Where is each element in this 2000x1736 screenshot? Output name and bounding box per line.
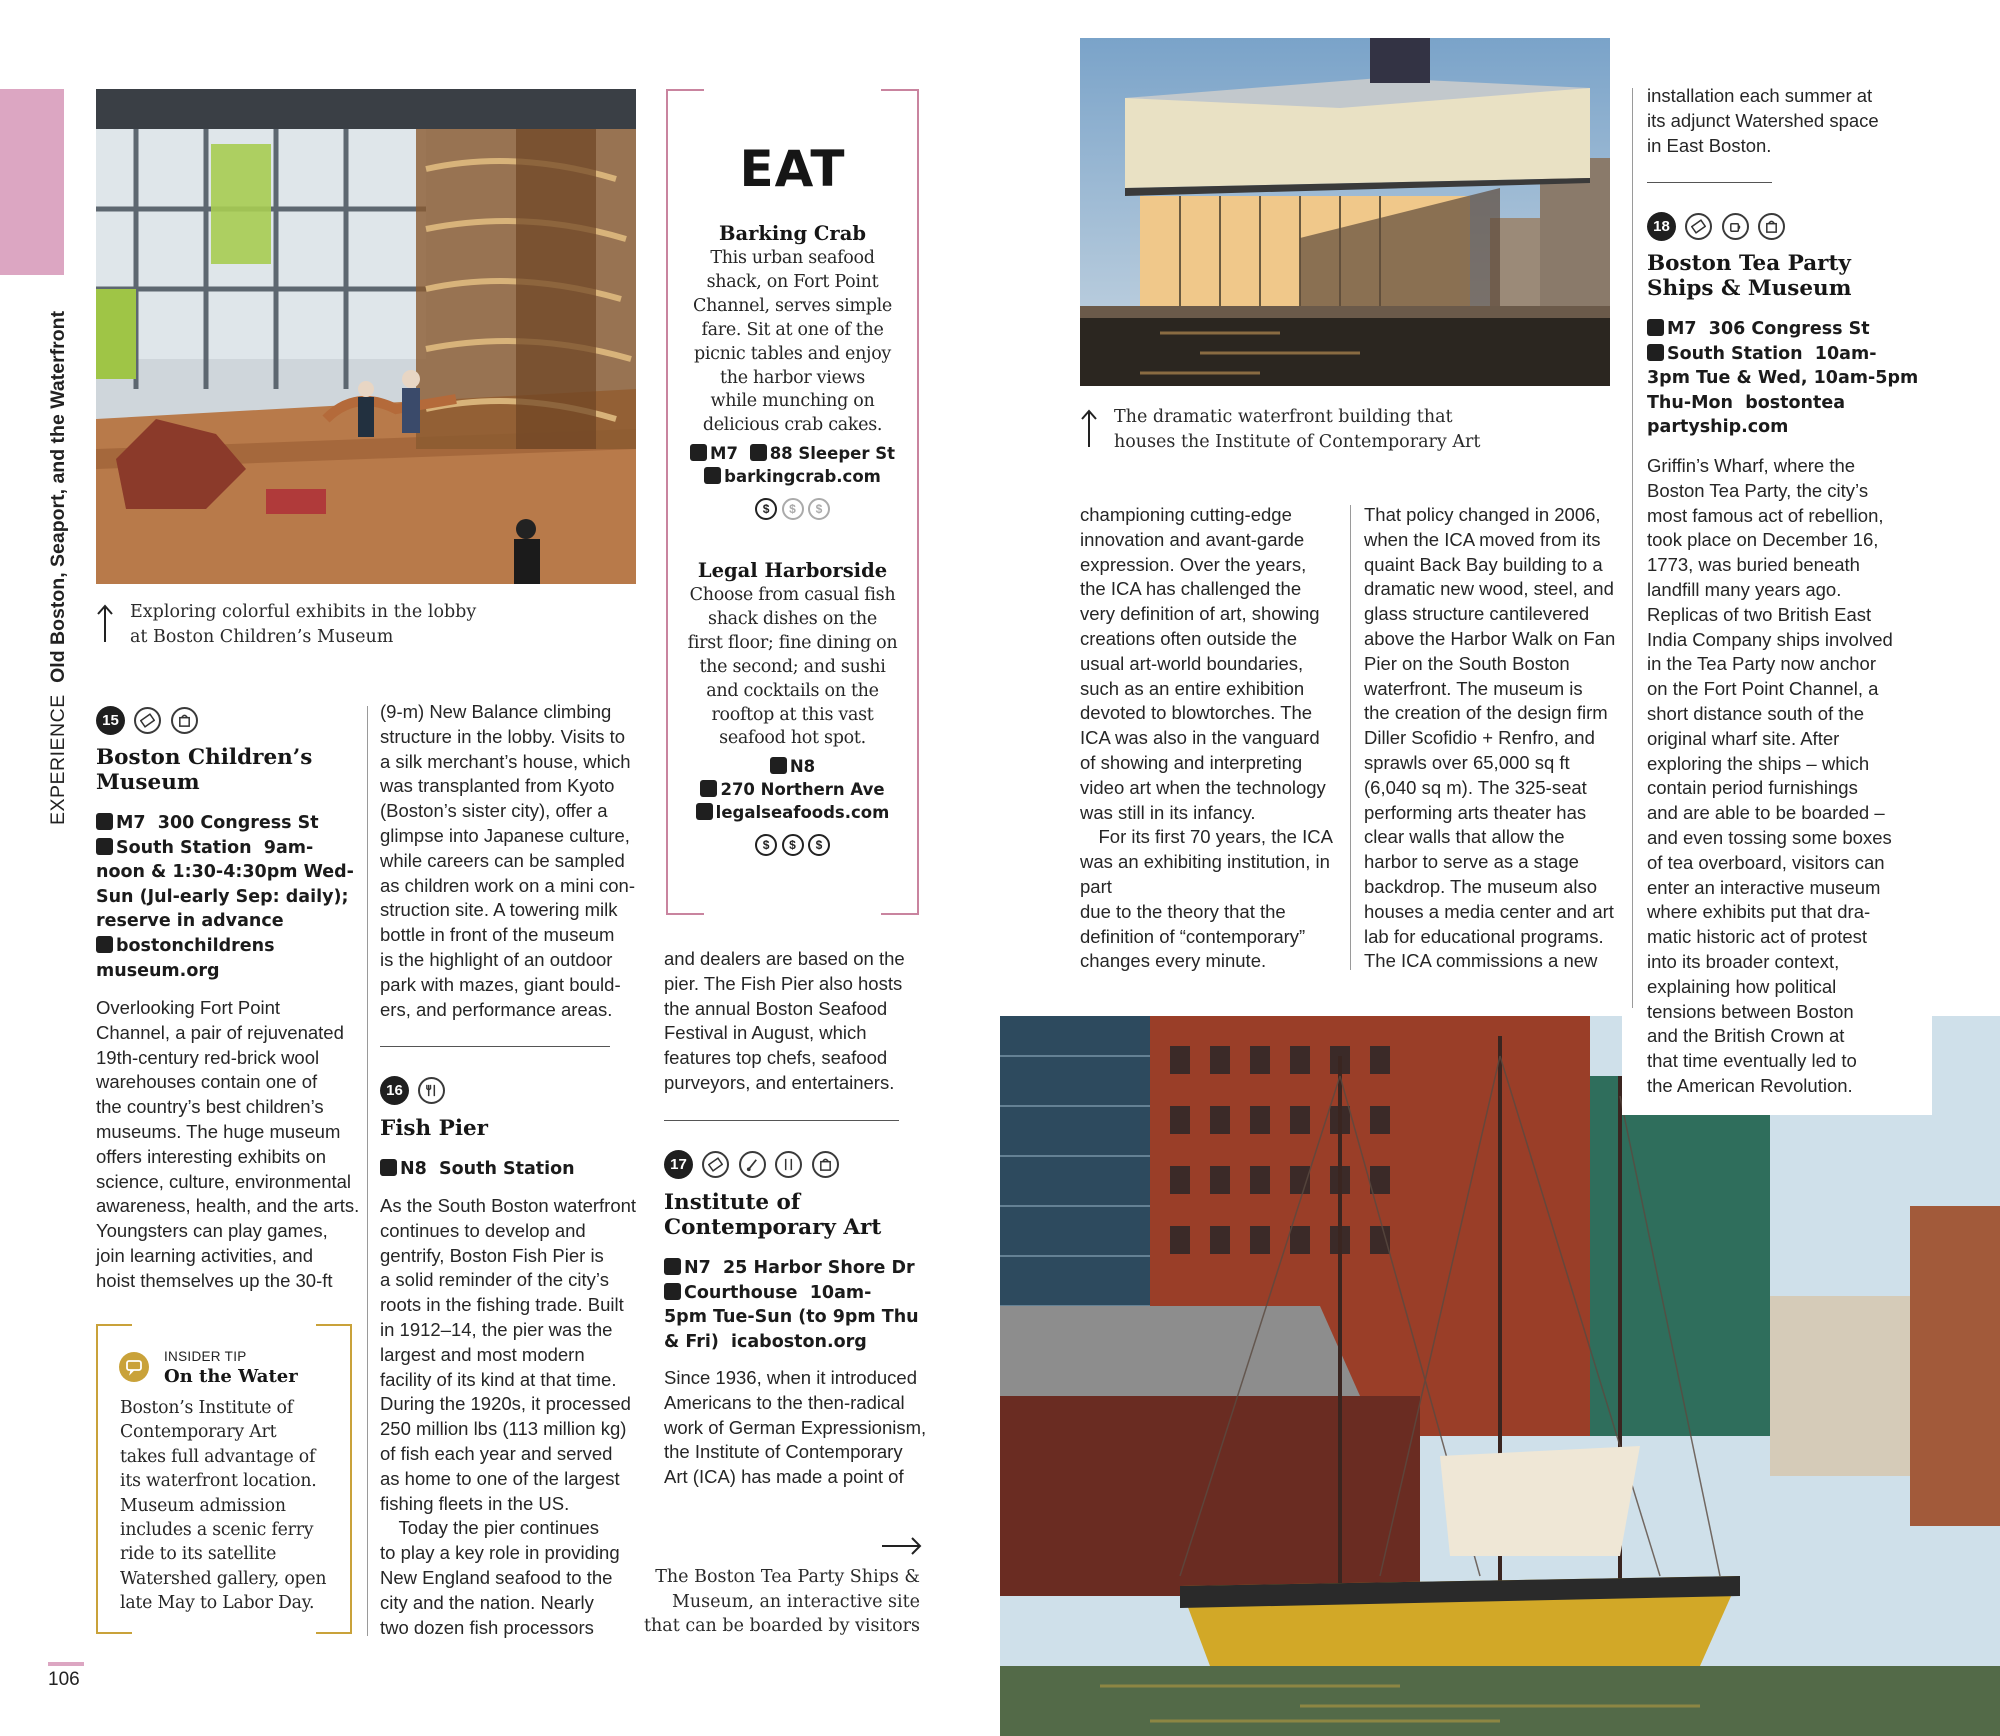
entry-number: 16 <box>380 1076 409 1105</box>
body-line: while careers can be sampled <box>380 849 625 871</box>
body-line: As the South Boston waterfront <box>380 1195 637 1216</box>
body-line: Griffin’s Wharf, where the <box>1647 455 1856 476</box>
entry-16-header <box>380 1076 445 1105</box>
transit-icon <box>96 838 113 855</box>
side-running-head <box>44 265 72 825</box>
body-line: and even tossing some boxes <box>1647 826 1892 848</box>
desc-line: seafood hot spot. <box>719 728 866 749</box>
body-line: devoted to blowtorches. The <box>1080 702 1313 724</box>
body-line: (Boston’s sister city), offer a <box>380 800 608 822</box>
info-line: & Fri) icaboston.org <box>664 1331 867 1352</box>
desc-line: the second; and sushi <box>699 656 886 677</box>
body-line: ers, and performance areas. <box>380 998 613 1020</box>
entry-15-title <box>96 745 312 795</box>
desc-line: Choose from casual fish <box>689 585 896 605</box>
tip-line: Boston’s Institute of <box>120 1398 293 1418</box>
price-dollar-icon: $ <box>782 498 804 520</box>
caption-line: Museum, an interactive site <box>671 1591 920 1612</box>
desc-line: This urban seafood <box>710 248 875 268</box>
entry-18-header <box>1647 212 1785 241</box>
body-line: Today the pier continues <box>380 1517 600 1539</box>
ticket-icon <box>134 707 161 734</box>
body-line: city and the nation. Nearly <box>380 1591 594 1613</box>
body-line: the American Revolution. <box>1647 1074 1853 1096</box>
body-line: lab for educational programs. <box>1364 925 1604 947</box>
tea-party-caption <box>640 1565 920 1639</box>
eat-place-legal-harborside <box>666 558 919 856</box>
transit-icon <box>1647 344 1664 361</box>
body-line: sprawls over 65,000 sq ft <box>1364 751 1570 773</box>
map-pin-icon <box>690 444 707 461</box>
body-line: a silk merchant’s house, which <box>380 750 631 772</box>
info-line: Sun (Jul-early Sep: daily); <box>96 886 349 907</box>
title-line: Museum <box>96 770 200 795</box>
body-line: warehouses contain one of <box>96 1071 318 1093</box>
grid-ref: M7 <box>710 444 738 464</box>
body-line: work of German Expressionism, <box>664 1416 927 1438</box>
info-line <box>96 934 366 959</box>
body-line: facility of its kind at that time. <box>380 1368 617 1390</box>
body-line: usual art-world boundaries, <box>1080 652 1304 674</box>
entry-17-title <box>664 1190 881 1240</box>
insider-tip-title: On the Water <box>164 1366 298 1387</box>
web-link[interactable]: legalseafoods.com <box>715 803 890 823</box>
body-line: features top chefs, seafood <box>664 1047 888 1069</box>
body-line: of fish each year and served <box>380 1442 613 1464</box>
eat-place-info <box>666 755 919 824</box>
entry-18-title <box>1647 251 1851 301</box>
title-line: Institute of <box>664 1190 801 1215</box>
body-line: exploring the ships – which <box>1647 752 1870 774</box>
tea-party-ship-photo <box>1000 1016 2000 1736</box>
entry-number: 18 <box>1647 212 1676 241</box>
info-text: Courthouse 10am- <box>684 1282 872 1303</box>
body-line: offers interesting exhibits on <box>96 1145 327 1167</box>
tip-line: ride to its satellite <box>120 1544 277 1565</box>
body-line: of tea overboard, visitors can <box>1647 851 1885 873</box>
body-line: Diller Scofidio + Renfro, and <box>1364 727 1595 749</box>
tip-line: Watershed gallery, open <box>120 1568 327 1589</box>
insider-tip-body <box>120 1396 345 1616</box>
entry-15-header <box>96 706 198 735</box>
body-line: pier. The Fish Pier also hosts <box>664 972 903 994</box>
price-dollar-icon: $ <box>782 834 804 856</box>
info-text: N7 25 Harbor Shore Dr <box>684 1258 915 1278</box>
section-rule <box>664 1120 899 1121</box>
body-line: bottle in front of the museum <box>380 924 615 946</box>
body-line: purveyors, and entertainers. <box>664 1071 895 1093</box>
body-line: (9-m) New Balance climbing <box>380 701 612 722</box>
body-line: was transplanted from Kyoto <box>380 775 615 797</box>
price-dollar-icon: $ <box>808 834 830 856</box>
body-line: into its broader context, <box>1647 950 1840 972</box>
info-line: noon & 1:30-4:30pm Wed- <box>96 862 354 883</box>
shopping-bag-icon <box>171 707 198 734</box>
body-line: Overlooking Fort Point <box>96 997 281 1018</box>
info-line <box>1647 342 1922 367</box>
insider-tip-box <box>96 1324 352 1634</box>
body-line: most famous act of rebellion, <box>1647 504 1884 526</box>
body-line: Since 1936, when it introduced <box>664 1367 918 1388</box>
ica-photo <box>1080 38 1610 386</box>
body-line: changes every minute. <box>1080 950 1267 972</box>
section-rule <box>380 1046 610 1047</box>
home-icon <box>750 444 767 461</box>
entry-15-body <box>96 996 366 1294</box>
body-line: as home to one of the largest <box>380 1467 620 1489</box>
body-line: The ICA commissions a new <box>1364 950 1598 972</box>
map-pin-icon <box>1647 319 1664 336</box>
body-line: clear walls that allow the <box>1364 826 1565 848</box>
title-line: Contemporary Art <box>664 1215 882 1240</box>
entry-15-body-cont <box>380 700 650 1022</box>
body-line: fishing fleets in the US. <box>380 1492 570 1514</box>
body-line: continues to develop and <box>380 1219 586 1241</box>
body-line: due to the theory that the <box>1080 900 1286 922</box>
eat-place-name: Legal Harborside <box>697 559 888 582</box>
body-line: science, culture, environmental <box>96 1170 352 1192</box>
body-line: that time eventually led to <box>1647 1050 1857 1072</box>
info-line: 5pm Tue-Sun (to 9pm Thu <box>664 1307 919 1328</box>
caption-line: Exploring colorful exhibits in the lobby <box>130 602 477 622</box>
body-line: largest and most modern <box>380 1343 585 1365</box>
tip-line: late May to Labor Day. <box>120 1593 315 1614</box>
body-line: the ICA has challenged the <box>1080 578 1302 600</box>
running-head-region: Old Boston, Seaport, and the Waterfront <box>47 310 69 683</box>
web-link[interactable]: museum.org <box>96 960 220 981</box>
body-line: the creation of the design firm <box>1364 702 1608 724</box>
caption-line: The Boston Tea Party Ships & <box>655 1567 920 1587</box>
fork-knife-icon <box>418 1077 445 1104</box>
eat-place-info <box>666 442 919 488</box>
body-line: enter an interactive museum <box>1647 876 1881 898</box>
body-line: as children work on a mini con- <box>380 874 635 896</box>
title-line: Boston Children’s <box>96 745 313 770</box>
ticket-icon <box>1685 213 1712 240</box>
web-icon <box>704 467 721 484</box>
speech-bubble-icon <box>119 1352 149 1382</box>
home-icon <box>700 780 717 797</box>
coffee-cup-icon <box>1722 213 1749 240</box>
desc-line: Channel, serves simple <box>693 295 892 316</box>
entry-15-info <box>96 811 366 983</box>
info-line <box>1647 317 1922 342</box>
body-line: Pier on the South Boston <box>1364 652 1570 674</box>
body-line: roots in the fishing trade. Built <box>380 1294 624 1316</box>
eat-place-desc <box>666 247 919 438</box>
address: 270 Northern Ave <box>720 780 885 800</box>
entry-18-body <box>1647 454 1922 1099</box>
caption-arrow-right-icon <box>880 1535 922 1562</box>
price-dollar-icon: $ <box>755 498 777 520</box>
body-line: New England seafood to the <box>380 1566 613 1588</box>
body-line: very definition of art, showing <box>1080 603 1320 625</box>
info-line <box>96 811 366 836</box>
body-line: quaint Back Bay building to a <box>1364 553 1603 575</box>
body-line: gentrify, Boston Fish Pier is <box>380 1244 604 1266</box>
entry-17-col3 <box>1364 503 1639 974</box>
info-text: M7 300 Congress St <box>116 813 319 833</box>
children-museum-photo <box>96 89 636 584</box>
body-line: Festival in August, which <box>664 1022 867 1044</box>
body-line: of showing and interpreting <box>1080 751 1303 773</box>
body-line: video art when the technology <box>1080 776 1326 798</box>
body-line: definition of “contemporary” <box>1080 925 1306 947</box>
body-line: in the Tea Party now anchor <box>1647 653 1876 675</box>
tip-line: includes a scenic ferry <box>120 1520 314 1541</box>
body-line: where exhibits put that dra- <box>1647 901 1871 923</box>
price-rating <box>666 498 919 520</box>
body-line: was an exhibiting institution, in part <box>1080 851 1330 897</box>
desc-line: rooftop at this vast <box>711 704 874 725</box>
info-line: 3pm Tue & Wed, 10am-5pm <box>1647 368 1919 389</box>
shopping-bag-icon <box>812 1151 839 1178</box>
body-line: During the 1920s, it processed <box>380 1393 631 1415</box>
body-line: is the highlight of an outdoor <box>380 948 613 970</box>
body-line: creations often outside the <box>1080 627 1298 649</box>
column-divider <box>1350 505 1351 970</box>
info-text: South Station 9am- <box>116 837 314 858</box>
entry-16-body <box>380 1194 650 1640</box>
caption-line: houses the Institute of Contemporary Art <box>1114 431 1481 452</box>
body-line: the country’s best children’s <box>96 1096 324 1118</box>
body-line: when the ICA moved from its <box>1364 528 1601 550</box>
transit-icon <box>664 1283 681 1300</box>
body-line: and are able to be boarded – <box>1647 802 1885 824</box>
body-line: Americans to the then-radical <box>664 1391 905 1413</box>
body-line: awareness, health, and the arts. <box>96 1195 360 1217</box>
insider-tip-label: INSIDER TIP <box>164 1349 247 1364</box>
info-line <box>96 836 366 861</box>
desc-line: the harbor views <box>720 367 865 388</box>
column-divider <box>1632 88 1633 1008</box>
entry-17-col2 <box>1080 503 1355 974</box>
body-line: 1773, was buried beneath <box>1647 554 1860 576</box>
body-line: in East Boston. <box>1647 134 1772 156</box>
body-line: matic historic act of protest <box>1647 926 1868 948</box>
price-dollar-icon: $ <box>755 834 777 856</box>
body-line: the annual Boston Seafood <box>664 997 888 1019</box>
price-rating <box>666 834 919 856</box>
paint-brush-icon <box>739 1151 766 1178</box>
info-line: reserve in advance <box>96 911 284 932</box>
body-line: performing arts theater has <box>1364 801 1587 823</box>
web-link[interactable]: barkingcrab.com <box>724 467 881 487</box>
caption-arrow-up-icon <box>1080 409 1098 454</box>
entry-17-col4 <box>1647 84 1917 158</box>
body-line: contain period furnishings <box>1647 777 1858 799</box>
body-line: structure in the lobby. Visits to <box>380 725 626 747</box>
body-line: took place on December 16, <box>1647 529 1879 551</box>
running-head-section: EXPERIENCE <box>47 694 69 825</box>
section-rule <box>1647 182 1772 183</box>
body-line: join learning activities, and <box>96 1244 313 1266</box>
body-line: two dozen fish processors <box>380 1616 594 1638</box>
body-line: dramatic new wood, steel, and <box>1364 578 1614 600</box>
eat-box <box>666 89 919 915</box>
body-line: on the Fort Point Channel, a <box>1647 678 1879 700</box>
body-line: its adjunct Watershed space <box>1647 109 1879 131</box>
body-line: (6,040 sq m). The 325-seat <box>1364 776 1587 798</box>
tip-line: its waterfront location. <box>120 1471 317 1492</box>
info-text: South Station 10am- <box>1667 343 1877 364</box>
web-link[interactable]: bostonchildrens <box>116 935 275 956</box>
body-line: museums. The huge museum <box>96 1120 341 1142</box>
body-line: glimpse into Japanese culture, <box>380 824 630 846</box>
entry-18-info <box>1647 317 1922 440</box>
desc-line: and cocktails on the <box>706 680 879 701</box>
body-line: waterfront. The museum is <box>1364 677 1583 699</box>
body-line: expression. Over the years, <box>1080 553 1307 575</box>
entry-17-header <box>664 1150 839 1179</box>
body-line: Replicas of two British East <box>1647 603 1872 625</box>
eat-place-desc <box>666 584 919 751</box>
caption-arrow-up-icon <box>96 604 114 649</box>
body-line: hoist themselves up the 30-ft <box>96 1269 333 1291</box>
entry-number: 17 <box>664 1150 693 1179</box>
tip-line: Contemporary Art <box>120 1422 277 1443</box>
body-line: harbor to serve as a stage <box>1364 851 1579 873</box>
body-line: tensions between Boston <box>1647 1000 1854 1022</box>
info-line: Thu-Mon bostontea <box>1647 392 1846 413</box>
web-icon <box>96 936 113 953</box>
body-line: the Institute of Contemporary <box>664 1441 903 1463</box>
body-line: was still in its infancy. <box>1080 801 1256 823</box>
title-line: Boston Tea Party <box>1647 251 1851 276</box>
body-line: 19th-century red-brick wool <box>96 1046 320 1068</box>
body-line: in 1912–14, the pier was the <box>380 1318 613 1340</box>
body-line: Boston Tea Party, the city’s <box>1647 479 1869 501</box>
body-line: Channel, a pair of rejuvenated <box>96 1021 344 1043</box>
web-link[interactable]: partyship.com <box>1647 417 1789 438</box>
body-line: India Company ships involved <box>1647 628 1893 650</box>
ticket-icon <box>702 1151 729 1178</box>
body-line: installation each summer at <box>1647 85 1873 106</box>
eat-place-barking-crab <box>666 221 919 520</box>
grid-ref: N8 <box>789 757 816 777</box>
body-line: short distance south of the <box>1647 702 1864 724</box>
body-line: ICA was also in the vanguard <box>1080 727 1320 749</box>
desc-line: shack dishes on the <box>708 608 877 629</box>
eat-title: EAT <box>739 140 846 198</box>
caption-line: The dramatic waterfront building that <box>1114 407 1453 427</box>
entry-16-info <box>380 1157 650 1182</box>
eat-place-name: Barking Crab <box>719 222 866 245</box>
body-line: For its first 70 years, the ICA <box>1080 826 1333 848</box>
caption-line: that can be boarded by visitors <box>643 1616 920 1636</box>
section-tab <box>0 89 64 275</box>
body-line: original wharf site. After <box>1647 727 1840 749</box>
info-text: N8 South Station <box>400 1159 575 1179</box>
body-line: houses a media center and art <box>1364 900 1614 922</box>
entry-16-title: Fish Pier <box>380 1116 488 1141</box>
body-line: Art (ICA) has made a point of <box>664 1466 904 1488</box>
body-line: glass structure cantilevered <box>1364 603 1590 625</box>
body-line: That policy changed in 2006, <box>1364 504 1601 525</box>
desc-line: shack, on Fort Point <box>706 271 879 292</box>
page-number: 106 <box>48 1669 80 1690</box>
body-line: 250 million lbs (113 million kg) <box>380 1418 627 1440</box>
map-pin-icon <box>96 813 113 830</box>
map-pin-icon <box>664 1258 681 1275</box>
desc-line: fare. Sit at one of the <box>701 319 884 340</box>
body-line: struction site. A towering milk <box>380 899 618 921</box>
desc-line: first floor; fine dining on <box>687 632 898 653</box>
body-line: landfill many years ago. <box>1647 578 1842 600</box>
tip-line: Museum admission <box>120 1495 286 1516</box>
entry-17-info <box>664 1256 934 1354</box>
desc-line: while munching on <box>710 391 875 412</box>
tip-line: takes full advantage of <box>120 1446 316 1467</box>
desc-line: delicious crab cakes. <box>702 415 883 436</box>
body-line: park with mazes, giant bould- <box>380 973 621 995</box>
desc-line: picnic tables and enjoy <box>693 343 892 364</box>
map-pin-icon <box>770 757 787 774</box>
body-line: explaining how political <box>1647 975 1837 997</box>
fork-knife-icon <box>775 1151 802 1178</box>
body-line: and dealers are based on the <box>664 948 905 969</box>
body-line: and the British Crown at <box>1647 1025 1845 1047</box>
page-number-bar <box>48 1662 84 1666</box>
address: 88 Sleeper St <box>769 444 895 464</box>
map-pin-icon <box>380 1159 397 1176</box>
body-line: championing cutting-edge <box>1080 504 1292 525</box>
entry-number: 15 <box>96 706 125 735</box>
body-line: to play a key role in providing <box>380 1542 620 1564</box>
body-line: a solid reminder of the city’s <box>380 1269 609 1291</box>
body-line: backdrop. The museum also <box>1364 875 1598 897</box>
info-line <box>664 1256 934 1281</box>
column-divider <box>367 706 368 1636</box>
body-line: such as an entire exhibition <box>1080 677 1305 699</box>
title-line: Ships & Museum <box>1647 276 1852 301</box>
entry-17-body <box>664 1366 934 1490</box>
entry-16-body-cont <box>664 947 934 1096</box>
body-line: innovation and avant-garde <box>1080 528 1305 550</box>
info-text: M7 306 Congress St <box>1667 319 1870 339</box>
body-line: Youngsters can play games, <box>96 1220 328 1242</box>
caption-line: at Boston Children’s Museum <box>130 626 394 647</box>
body-line: above the Harbor Walk on Fan <box>1364 627 1616 649</box>
price-dollar-icon: $ <box>808 498 830 520</box>
web-icon <box>696 803 713 820</box>
info-line <box>664 1281 934 1306</box>
shopping-bag-icon <box>1758 213 1785 240</box>
